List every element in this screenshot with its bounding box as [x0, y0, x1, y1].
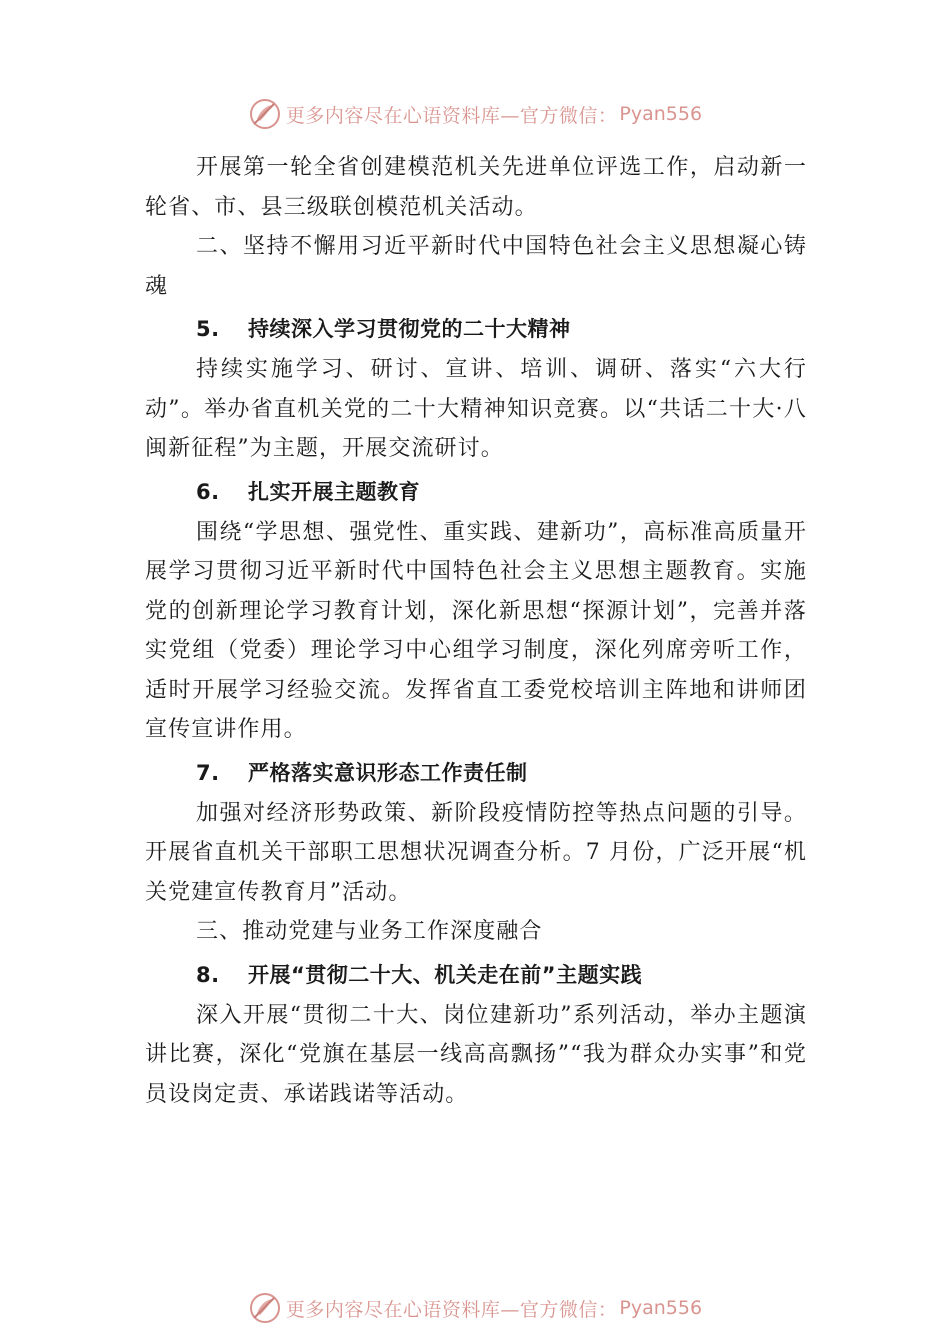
paragraph: 加强对经济形势政策、新阶段疫情防控等热点问题的引导。开展省直机关干部职工思想状况调查分析。7 月份，广泛开展“机关党建宣传教育月”活动。 — [145, 800, 807, 905]
item-heading-text: 持续深入学习贯彻党的二十大精神 — [248, 317, 571, 341]
logo-icon — [248, 1291, 282, 1325]
item-heading-8 — [145, 954, 807, 996]
item-heading-7 — [145, 752, 807, 794]
item-number: 6. — [196, 479, 220, 504]
paragraph: 围绕“学思想、强党性、重实践、建新功”，高标准高质量开展学习贯彻习近平新时代中国特色社会主义思想主题教育。实施党的创新理论学习教育计划，深化新思想“探源计划”，完善并落实党组（党委）理论学习中心组学习制度，深化列席旁听工作，适时开展学习经验交流。发挥省直工委党校培训主阵地和讲师团宣传宣讲作用。 — [145, 519, 807, 742]
section-title: 二、坚持不懈用习近平新时代中国特色社会主义思想凝心铸魂 — [145, 234, 807, 299]
logo-icon — [248, 97, 282, 131]
item-number: 7. — [196, 760, 220, 785]
document-body — [145, 148, 807, 1114]
paragraph: 开展第一轮全省创建模范机关先进单位评选工作，启动新一轮省、市、县三级联创模范机关活动。 — [145, 155, 807, 220]
paragraph: 深入开展“贯彻二十大、岗位建新功”系列活动，举办主题演讲比赛，深化“党旗在基层一线高高飘扬”“我为群众办实事”和党员设岗定责、承诺践诺等活动。 — [145, 1002, 807, 1107]
section-title: 三、推动党建与业务工作深度融合 — [196, 919, 543, 944]
item-heading-text: 扎实开展主题教育 — [248, 479, 420, 504]
item-number: 5. — [196, 317, 220, 341]
item-number: 8. — [196, 962, 220, 987]
banner-wechat-id: Pyan556 — [619, 1297, 703, 1319]
banner-wechat-id: Pyan556 — [619, 103, 703, 125]
banner-text: 更多内容尽在心语资料库—官方微信： — [285, 1298, 618, 1321]
paragraph: 持续实施学习、研讨、宣讲、培训、调研、落实“六大行动”。举办省直机关党的二十大精神知识竞赛。以“共话二十大·八闽新征程”为主题，开展交流研讨。 — [145, 357, 807, 461]
item-heading-5 — [145, 308, 807, 350]
footer-banner — [0, 1288, 950, 1328]
item-heading-text: 开展“贯彻二十大、机关走在前”主题实践 — [248, 962, 643, 987]
header-banner — [0, 94, 950, 134]
banner-text: 更多内容尽在心语资料库—官方微信： — [285, 104, 618, 127]
item-heading-6 — [145, 471, 807, 513]
item-heading-text: 严格落实意识形态工作责任制 — [248, 760, 528, 785]
